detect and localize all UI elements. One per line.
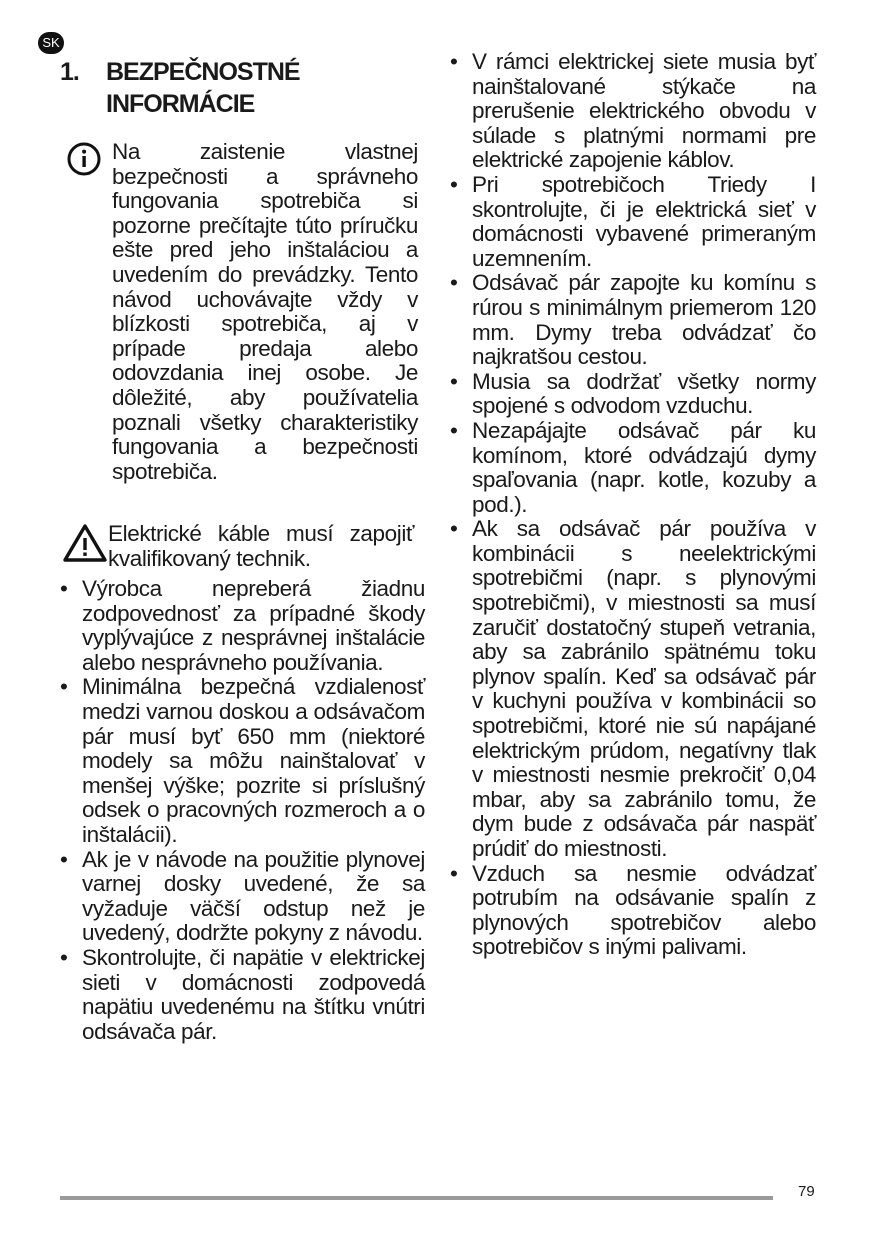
- right-bullet-list: [450, 50, 816, 960]
- list-item: • Musia sa dodržať všetky normy spojené s odvodom vzduchu.: [450, 370, 816, 419]
- warning-note-text: Elektrické káble musí zapojiť kvalifikovaný technik.: [108, 521, 414, 571]
- list-item: • Vzduch sa nesmie odvádzať potrubím na odsávanie spalín z plynových spotrebičov alebo spotrebičov s inými palivami.: [450, 862, 816, 960]
- section-number: 1.: [60, 58, 79, 86]
- list-item: • Výrobca nepreberá žiadnu zodpovednosť za prípadné škody vyplývajúce z nesprávnej inštalácie alebo nesprávneho používania.: [60, 577, 425, 675]
- list-item: • V rámci elektrickej siete musia byť nainštalované stýkače na prerušenie elektrického obvodu v súlade s platnými normami pre elektrické zapojenie káblov.: [450, 50, 816, 173]
- list-item: • Minimálna bezpečná vzdialenosť medzi varnou doskou a odsávačom pár musí byť 650 mm (niektoré modely sa môžu nainštalovať v menšej výške; pozrite si príslušný odsek o pracovných rozmeroch a o inštalácii).: [60, 675, 425, 847]
- list-item: • Skontrolujte, či napätie v elektrickej sieti v domácnosti zodpovedá napätiu uvedenému na štítku vnútri odsávača pár.: [60, 946, 425, 1044]
- list-item: • Ak sa odsávač pár používa v kombinácii s neelektrickými spotrebičmi (napr. s plynovými spotrebičmi), v miestnosti sa musí zaručiť dostatočný stupeň vetrania, aby sa zabránilo spätnému toku plynov spalín. Keď sa odsávač pár v kuchyni používa v kombinácii so spotrebičmi, ktoré nie sú napájané elektrickým prúdom, negatívny tlak v miestnosti nesmie prekročiť 0,04 mbar, aby sa zabránilo tomu, že dym bude z odsávača pár naspäť prúdiť do miestnosti.: [450, 517, 816, 861]
- warning-note: [62, 522, 414, 571]
- list-item: • Nezapájajte odsávač pár ku komínom, ktoré odvádzajú dymy spaľovania (napr. kotle, kozuby a pod.).: [450, 419, 816, 517]
- list-item: • Ak je v návode na použitie plynovej varnej dosky uvedené, že sa vyžaduje väčší odstup než je uvedený, dodržte pokyny z návodu.: [60, 848, 425, 946]
- info-note-text: Na zaistenie vlastnej bezpečnosti a správneho fungovania spotrebiča si pozorne prečítajte túto príručku ešte pred jeho inštaláciou a uvedením do prevádzky. Tento návod uchovávajte vždy v blízkosti spotrebiča, aj v prípade predaja alebo odovzdania inej osobe. Je dôležité, aby používatelia poznali všetky charakteristiky fungovania a bezpečnosti spotrebiča.: [112, 139, 418, 484]
- info-note: [66, 140, 418, 484]
- footer-divider: [60, 1196, 773, 1200]
- section-heading: [60, 56, 440, 120]
- warning-icon: [62, 522, 108, 571]
- section-title-line1: BEZPEČNOSTNÉ: [106, 58, 300, 86]
- language-badge: SK: [38, 32, 64, 54]
- section-title-line2: INFORMÁCIE: [106, 90, 255, 118]
- left-bullet-list: [60, 577, 425, 1044]
- list-item: • Odsávač pár zapojte ku komínu s rúrou s minimálnym priemerom 120 mm. Dymy treba odvádzať čo najkratšou cestou.: [450, 271, 816, 369]
- info-icon: [66, 140, 112, 484]
- list-item: • Pri spotrebičoch Triedy I skontrolujte, či je elektrická sieť v domácnosti vybavené primeraným uzemnením.: [450, 173, 816, 271]
- page-number: 79: [798, 1183, 815, 1200]
- section-title: [106, 56, 300, 120]
